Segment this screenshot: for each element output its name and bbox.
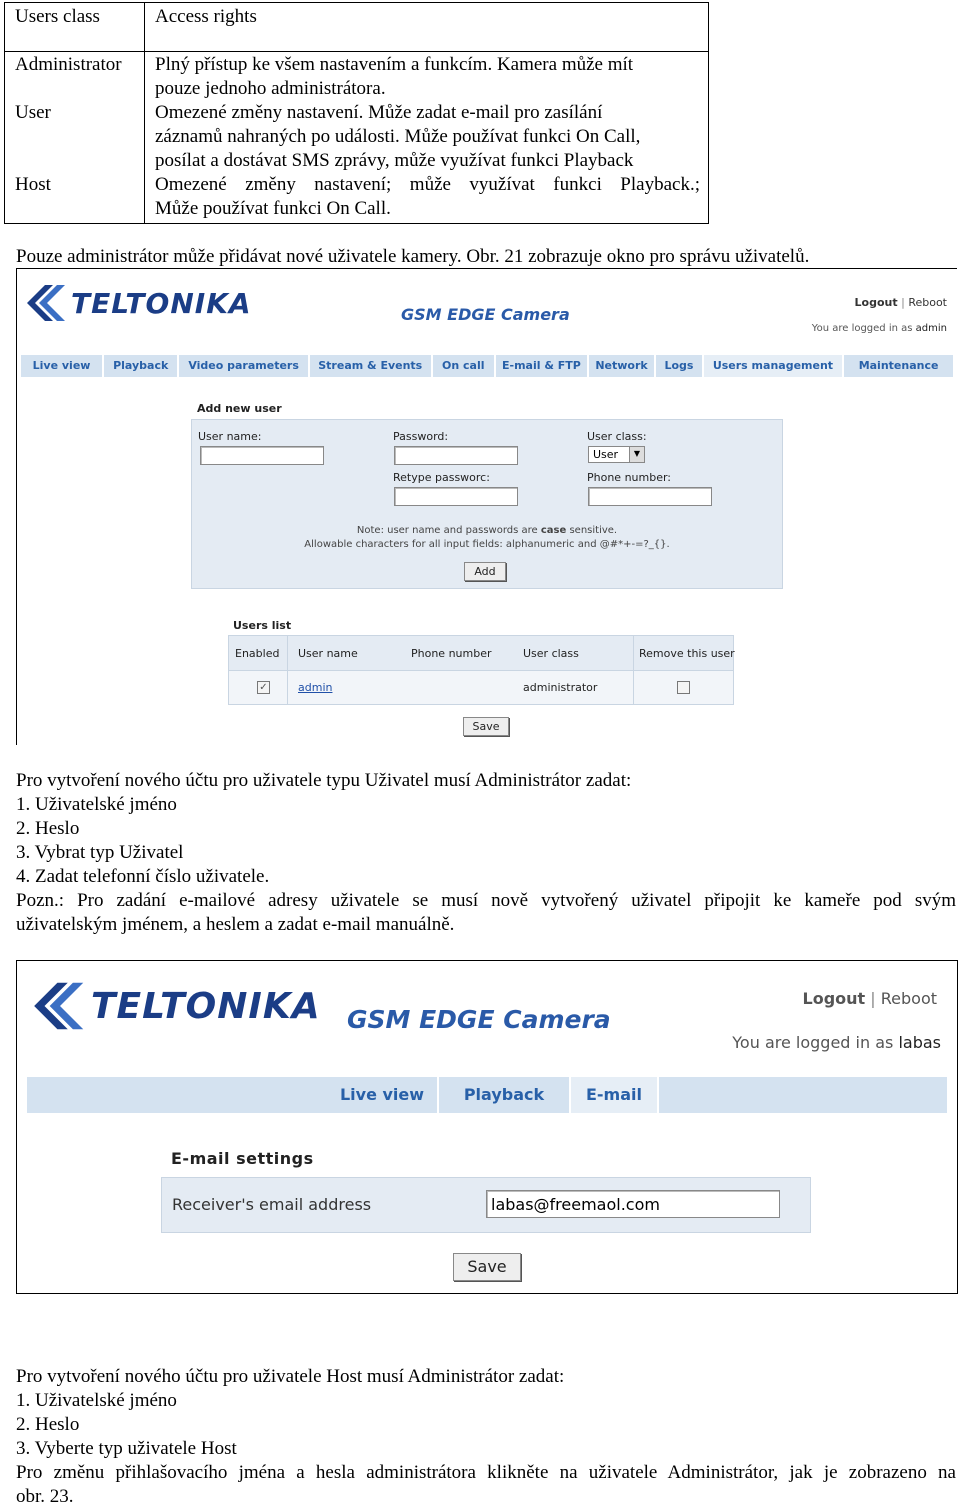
add-button[interactable]: Add: [464, 562, 506, 581]
final-line-1: Pro změnu přihlašovacího jména a hesla administrátora klikněte na uživatele Administrátor, jak je zobrazeno na: [16, 1462, 956, 1483]
row-admin-class: Administrator: [5, 52, 145, 102]
nav-playback[interactable]: Playback: [104, 355, 179, 377]
top-links: [803, 989, 938, 1008]
receiver-email-label: Receiver's email address: [172, 1195, 372, 1214]
step-1: 1. Uživatelské jméno: [16, 794, 177, 815]
teltonika-logo: TELTONIKA: [23, 283, 252, 323]
nav-live-view[interactable]: Live view: [327, 1077, 439, 1113]
retype-password-input[interactable]: [394, 487, 518, 506]
row-host-class: Host: [5, 173, 145, 224]
phone-number-input[interactable]: [588, 487, 712, 506]
user-class-label: User class:: [587, 430, 647, 443]
nav-spacer: [27, 1077, 327, 1113]
nav-logs[interactable]: Logs: [656, 355, 704, 377]
logout-link[interactable]: Logout: [802, 989, 866, 1008]
user-account-steps-intro: Pro vytvoření nového účtu pro uživatele typu Uživatel musí Administrátor zadat:: [16, 770, 632, 791]
note-line-1: Pozn.: Pro zadání e-mailové adresy uživatele se musí nově vytvořený uživatel připojit ke kameře pod svým: [16, 890, 956, 911]
case-note: Note: user name and passwords are case sensitive.: [356, 525, 618, 536]
col-user-class: User class: [523, 647, 579, 660]
nav-stream-events[interactable]: Stream & Events: [310, 355, 433, 377]
remove-user-checkbox[interactable]: [677, 681, 690, 694]
user-name-link[interactable]: admin: [298, 681, 333, 694]
access-rights-table: [4, 2, 709, 224]
reboot-link[interactable]: Reboot: [880, 989, 937, 1008]
receiver-email-input[interactable]: labas@freemaol.com: [486, 1190, 780, 1218]
nav-live-view[interactable]: Live view: [21, 355, 104, 377]
password-input[interactable]: [394, 446, 518, 465]
nav-playback[interactable]: Playback: [439, 1077, 571, 1113]
password-label: Password:: [393, 430, 449, 443]
nav-video-parameters[interactable]: Video parameters: [179, 355, 310, 377]
save-button[interactable]: Save: [463, 717, 509, 736]
email-settings-title: E-mail settings: [171, 1149, 314, 1168]
host-step-3: 3. Vyberte typ uživatele Host: [16, 1438, 237, 1459]
step-4: 4. Zadat telefonní číslo uživatele.: [16, 866, 270, 887]
nav-maintenance[interactable]: Maintenance: [858, 359, 939, 372]
teltonika-logo: TELTONIKA: [29, 979, 321, 1033]
link-separator: |: [901, 296, 905, 309]
reboot-link[interactable]: Reboot: [908, 296, 947, 309]
logged-in-status: You are logged in as admin: [811, 323, 947, 334]
logout-link[interactable]: Logout: [854, 296, 898, 309]
username-input[interactable]: [200, 446, 324, 465]
username-label: User name:: [198, 430, 262, 443]
enabled-checkbox[interactable]: ✓: [257, 681, 270, 694]
column-divider: [287, 636, 288, 704]
row-user-rights: Omezené změny nastavení. Může zadat e-mail pro zasílání záznamů nahraných po události. Může používat funkci On Call, posílat a dostávat SMS zprávy, může využívat funkci Playback: [145, 101, 709, 173]
row-admin-rights: Plný přístup ke všem nastavením a funkcím. Kamera může mít pouze jednoho administrátora.: [145, 52, 709, 102]
header-access-rights: Access rights: [145, 3, 709, 52]
note-line-2: uživatelským jménem, a heslem a zadat e-mail manuálně.: [16, 914, 455, 935]
user-class-cell: administrator: [523, 681, 598, 694]
intro-paragraph: Pouze administrátor může přidávat nové uživatele kamery. Obr. 21 zobrazuje okno pro správu uživatelů.: [16, 246, 810, 267]
main-nav: [27, 1077, 947, 1113]
chevron-down-icon: ▼: [629, 447, 644, 462]
nav-users-management[interactable]: Users management: [704, 355, 844, 377]
teltonika-chevron-icon: [23, 283, 71, 323]
logged-in-status: You are logged in as labas: [732, 1033, 941, 1052]
email-settings-screenshot: [16, 960, 958, 1294]
final-line-2: obr. 23.: [16, 1486, 74, 1507]
header-users-class: Users class: [5, 3, 145, 52]
users-management-screenshot: [16, 268, 957, 745]
host-step-1: 1. Uživatelské jméno: [16, 1390, 177, 1411]
col-phone-number: Phone number: [411, 647, 492, 660]
col-remove-user: Remove this user: [639, 647, 735, 660]
product-name: GSM EDGE Camera: [401, 305, 570, 324]
host-account-steps-intro: Pro vytvoření nového účtu pro uživatele Host musí Administrátor zadat:: [16, 1366, 565, 1387]
user-class-select[interactable]: User ▼: [588, 446, 645, 463]
teltonika-chevron-icon: [29, 979, 91, 1033]
product-name: GSM EDGE Camera: [347, 1005, 611, 1034]
column-divider: [633, 636, 634, 704]
email-settings-panel: [161, 1177, 811, 1233]
col-user-name: User name: [298, 647, 358, 660]
save-button[interactable]: Save: [453, 1253, 521, 1281]
nav-network[interactable]: Network: [589, 355, 656, 377]
retype-password-label: Retype passworc:: [393, 471, 490, 484]
row-user-class: User: [5, 101, 145, 173]
top-links: [855, 296, 947, 309]
add-user-panel: [191, 419, 783, 589]
nav-on-call[interactable]: On call: [433, 355, 496, 377]
main-nav: [21, 355, 953, 377]
add-user-title: Add new user: [197, 402, 282, 415]
step-3: 3. Vybrat typ Uživatel: [16, 842, 184, 863]
link-separator: |: [870, 989, 876, 1008]
allowed-chars-note: Allowable characters for all input fields: alphanumeric and @#*+-=?_{}.: [304, 539, 670, 550]
users-list-title: Users list: [233, 619, 292, 632]
row-host-rights: Omezené změny nastavení; může využívat funkci Playback.; Může používat funkci On Call.: [145, 173, 709, 224]
host-step-2: 2. Heslo: [16, 1414, 80, 1435]
step-2: 2. Heslo: [16, 818, 80, 839]
nav-email[interactable]: E-mail: [571, 1077, 659, 1113]
col-enabled: Enabled: [235, 647, 280, 660]
users-list-table: [228, 635, 734, 705]
phone-number-label: Phone number:: [587, 471, 672, 484]
nav-email-ftp[interactable]: E-mail & FTP: [496, 355, 589, 377]
